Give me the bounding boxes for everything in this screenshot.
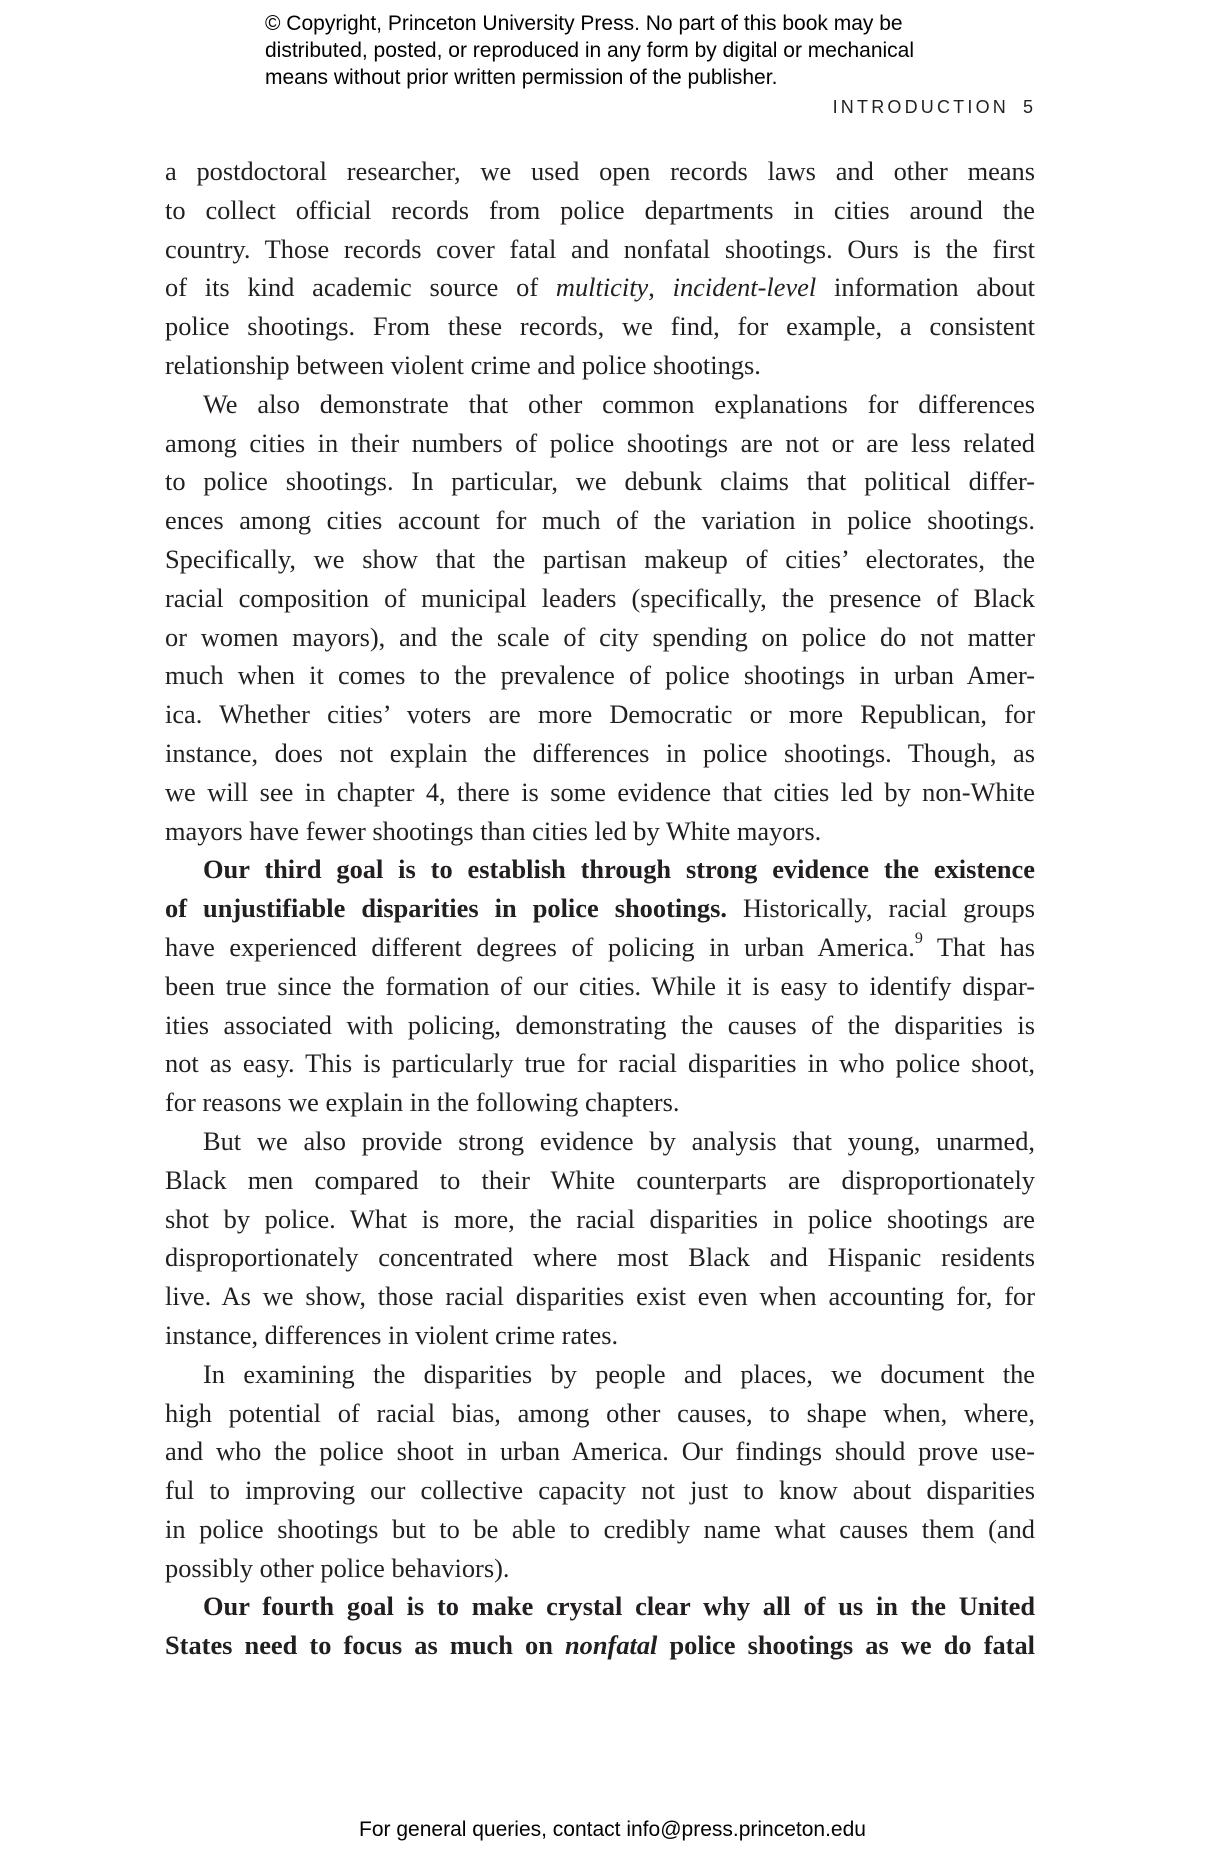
page-number: 5 (1022, 97, 1033, 117)
bold-run: of unjustifiable disparities in police shootings. (165, 893, 727, 924)
text-line (165, 1626, 1035, 1665)
chapter-title: INTRODUCTION (832, 97, 1009, 117)
text-line: among cities in their numbers of police shootings are not or are less related (165, 427, 1035, 458)
text-line: Our third goal is to establish through strong evidence the existence (203, 854, 1035, 885)
text-line: But we also provide strong evidence by analysis that young, unarmed, (203, 1125, 1035, 1156)
text-line: disproportionately concentrated where most Black and Hispanic residents (165, 1242, 1035, 1273)
italic-term: incident-level (672, 272, 817, 303)
text-line: shot by police. What is more, the racial disparities in police shootings are (165, 1203, 1035, 1234)
bold-run: States need to focus as much on (165, 1630, 565, 1661)
text-line: ities associated with policing, demonstrating the causes of the disparities is (165, 1009, 1035, 1040)
italic-term: multicity (555, 272, 649, 303)
text-run: Historically, racial groups (726, 893, 1035, 924)
text-line: been true since the formation of our cities. While it is easy to identify dispar- (165, 970, 1035, 1001)
text-line: much when it comes to the prevalence of police shootings in urban Amer- (165, 660, 1035, 691)
text-line: a postdoctoral researcher, we used open records laws and other means (165, 156, 1035, 186)
text-line: possibly other police behaviors). (165, 1552, 510, 1583)
text-line: ful to improving our collective capacity not just to know about disparities (165, 1475, 1035, 1506)
text-line (165, 268, 1035, 307)
text-line: ences among cities account for much of the variation in police shootings. (165, 505, 1035, 536)
text-line: instance, differences in violent crime rates. (165, 1319, 619, 1350)
text-line: country. Those records cover fatal and nonfatal shootings. Ours is the first (165, 233, 1035, 264)
text-line: Our fourth goal is to make crystal clear why all of us in the United (203, 1591, 1035, 1622)
copyright-line: distributed, posted, or reproduced in any form by digital or mechanical (265, 39, 915, 62)
copyright-line: © Copyright, Princeton University Press. No part of this book may be (265, 12, 903, 35)
text-line: mayors have fewer shootings than cities led by White mayors. (165, 815, 822, 846)
text-run: That has (922, 931, 1035, 962)
text-line: In examining the disparities by people and places, we document the (203, 1358, 1035, 1389)
text-line: to police shootings. In particular, we debunk claims that political differ- (165, 466, 1035, 497)
text-line: live. As we show, those racial disparities exist even when accounting for, for (165, 1281, 1035, 1312)
text-line: to collect official records from police departments in cities around the (165, 194, 1035, 225)
text-line: not as easy. This is particularly true for racial disparities in who police shoot, (165, 1048, 1035, 1079)
bold-run: police shootings as we do fatal (657, 1630, 1036, 1661)
copyright-line: means without prior written permission of the publisher. (265, 66, 778, 89)
text-line: relationship between violent crime and police shootings. (165, 349, 761, 380)
text-run: , (648, 272, 673, 303)
text-line: in police shootings but to be able to credibly name what causes them (and (165, 1513, 1035, 1544)
text-line: and who the police shoot in urban America. Our findings should prove use- (165, 1436, 1035, 1467)
running-head (833, 97, 1033, 118)
text-line (165, 928, 1035, 967)
text-line: We also demonstrate that other common explanations for differences (203, 388, 1035, 419)
text-run: have experienced different degrees of policing in urban America. (165, 931, 915, 962)
text-line: racial composition of municipal leaders (specifically, the presence of Black (165, 582, 1035, 613)
body-text (165, 152, 1035, 1665)
bold-italic-term: nonfatal (564, 1630, 658, 1661)
text-line: ica. Whether cities’ voters are more Democratic or more Republican, for (165, 699, 1035, 730)
text-run: information about (816, 272, 1035, 303)
text-line: Black men compared to their White counterparts are disproportionately (165, 1164, 1035, 1195)
contact-footer: For general queries, contact info@press.princeton.edu (359, 1818, 866, 1841)
text-run: of its kind academic source of (165, 272, 556, 303)
text-line (165, 889, 1035, 928)
text-line: or women mayors), and the scale of city spending on police do not matter (165, 621, 1035, 652)
text-line: we will see in chapter 4, there is some evidence that cities led by non-White (165, 776, 1035, 807)
text-line: instance, does not explain the differences in police shootings. Though, as (165, 737, 1035, 768)
text-line: high potential of racial bias, among other causes, to shape when, where, (165, 1397, 1035, 1428)
text-line: Specifically, we show that the partisan makeup of cities’ electorates, the (165, 543, 1035, 574)
footnote-marker[interactable]: 9 (914, 930, 923, 948)
text-line: police shootings. From these records, we find, for example, a consistent (165, 311, 1035, 342)
copyright-notice (265, 10, 1025, 91)
text-line: for reasons we explain in the following chapters. (165, 1087, 680, 1118)
